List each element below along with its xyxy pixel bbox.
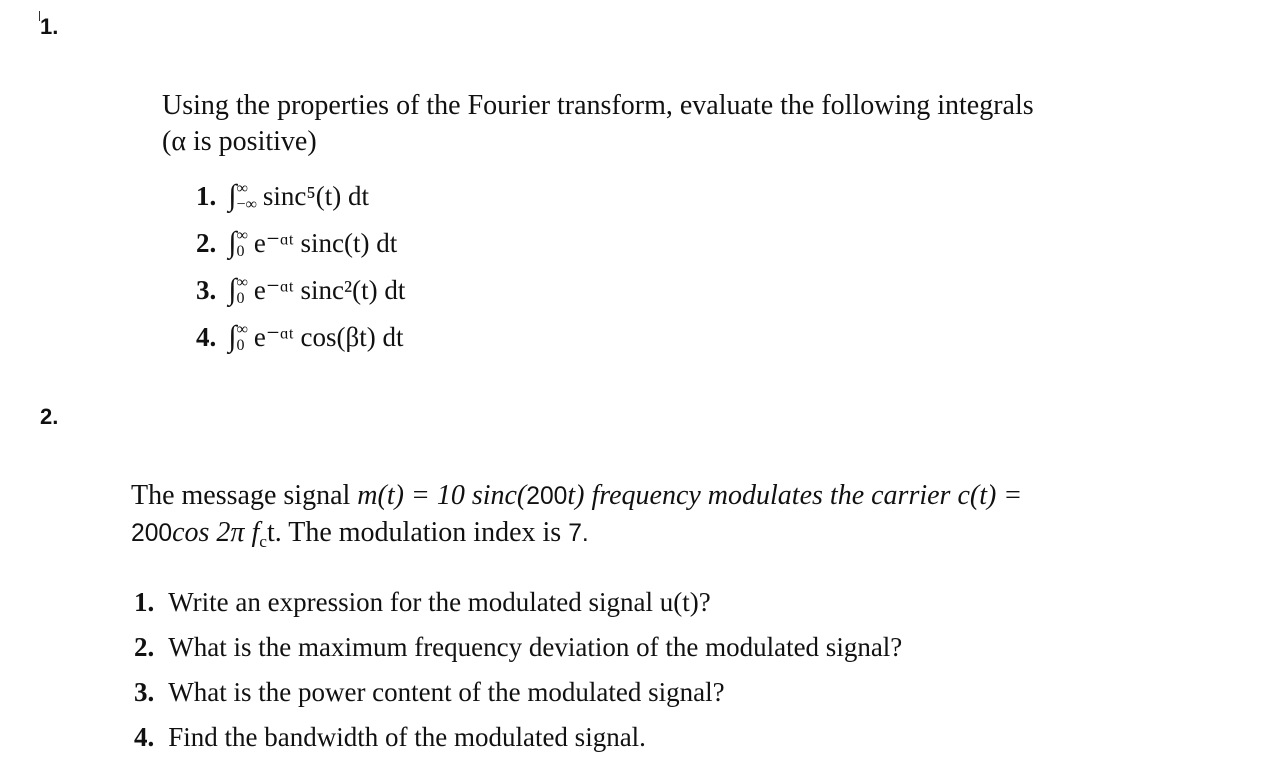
- item-text: What is the maximum frequency deviation of the modulated signal?: [168, 632, 903, 662]
- integral-item: [196, 176, 405, 223]
- prompt-text: The message signal: [131, 480, 358, 511]
- question-1-prompt-line-2: (α is positive): [162, 126, 317, 157]
- question-2-prompt-line-2: [131, 515, 1022, 560]
- integrand: e⁻ᵅᵗ sinc(t) dt: [253, 228, 398, 258]
- lower-limit: 0: [236, 242, 245, 260]
- integral-sign: ∫: [228, 226, 237, 259]
- upper-limit: ∞: [236, 320, 248, 338]
- item-number: 2.: [196, 228, 217, 258]
- integral-sign: ∫: [228, 320, 237, 353]
- question-1-prompt: [162, 88, 1034, 160]
- lower-limit: 0: [236, 289, 245, 307]
- carrier-text: t) frequency modulates the carrier: [567, 480, 958, 511]
- item-text: What is the power content of the modulated signal?: [168, 677, 725, 707]
- list-item: [134, 627, 902, 672]
- integrand: e⁻ᵅᵗ sinc²(t) dt: [253, 275, 406, 305]
- item-number: 3.: [134, 677, 155, 707]
- item-text: Write an expression for the modulated signal u(t)?: [168, 587, 711, 617]
- integral-sign: ∫: [228, 273, 237, 306]
- upper-limit: ∞: [236, 273, 248, 291]
- list-item: [134, 717, 902, 762]
- carrier-amplitude-value: 200: [131, 520, 173, 547]
- list-item: [134, 582, 902, 627]
- sinc-argument-value: 200: [526, 483, 568, 510]
- lower-limit: −∞: [236, 195, 257, 213]
- question-1-number: 1.: [40, 14, 59, 39]
- upper-limit: ∞: [236, 179, 248, 197]
- integral-limits: [236, 275, 247, 307]
- item-text: Find the bandwidth of the modulated signal.: [168, 722, 646, 752]
- upper-limit: ∞: [236, 226, 248, 244]
- list-item: [134, 672, 902, 717]
- item-number: 3.: [196, 275, 217, 305]
- lower-limit: 0: [236, 336, 245, 354]
- integrand: sinc⁵(t) dt: [262, 181, 370, 211]
- integral-item: [196, 270, 405, 317]
- item-number: 1.: [134, 587, 155, 617]
- item-number: 4.: [134, 722, 155, 752]
- integrand: e⁻ᵅᵗ cos(βt) dt: [253, 322, 404, 352]
- question-2-prompt: [131, 478, 1022, 560]
- integral-limits: [236, 322, 247, 354]
- message-signal-expr: m(t) = 10 sinc(: [357, 480, 527, 511]
- item-number: 1.: [196, 181, 217, 211]
- integral-sign: ∫: [228, 179, 237, 212]
- carrier-expr: c(t) =: [957, 480, 1023, 511]
- question-1-prompt-line-1: Using the properties of the Fourier transform, evaluate the following integrals: [162, 90, 1034, 121]
- question-2-number: 2.: [40, 404, 59, 429]
- integral-item: [196, 317, 405, 364]
- question-2-prompt-line-1: [131, 478, 1022, 515]
- integral-limits: [236, 181, 256, 213]
- question-2-list: [134, 582, 902, 762]
- carrier-subscript: c: [259, 532, 267, 552]
- integral-limits: [236, 228, 247, 260]
- modulation-index-text: t. The modulation index is: [266, 517, 569, 548]
- carrier-cos-expr: cos 2π f: [172, 517, 260, 548]
- modulation-index-value: 7.: [568, 520, 589, 547]
- integral-item: [196, 223, 405, 270]
- integral-list: [196, 176, 405, 364]
- item-number: 2.: [134, 632, 155, 662]
- item-number: 4.: [196, 322, 217, 352]
